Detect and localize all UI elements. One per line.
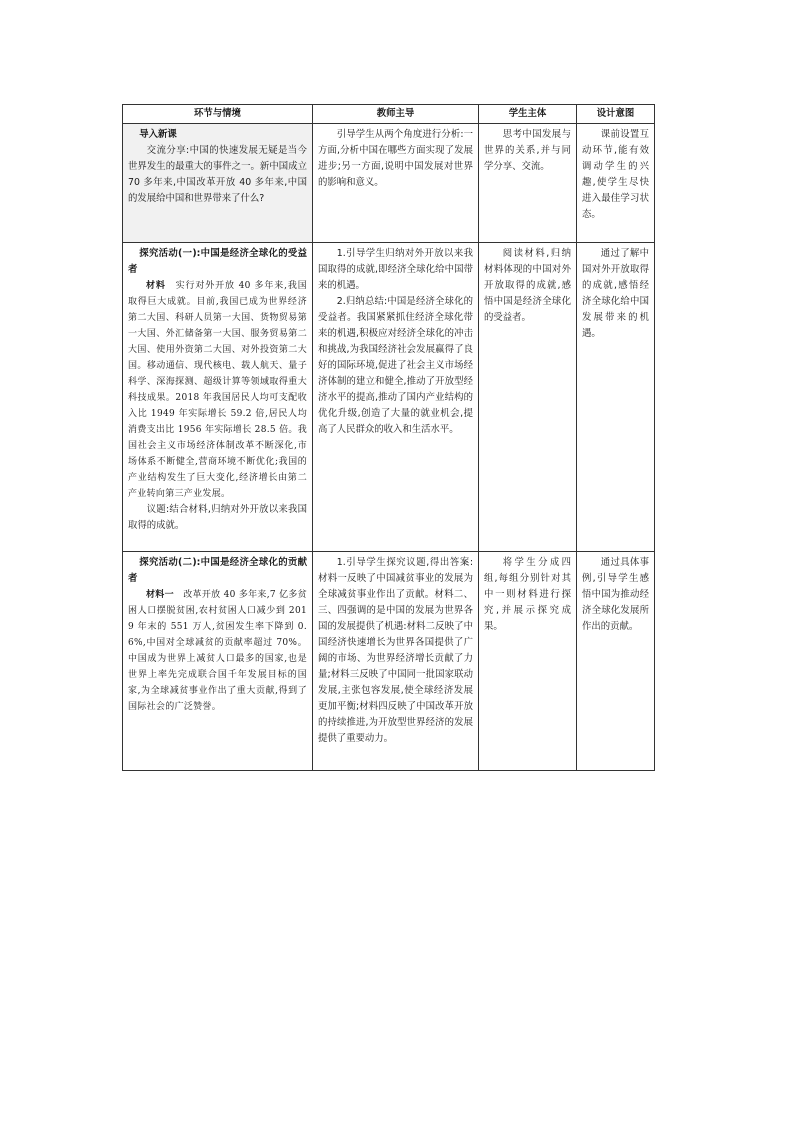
lesson-plan-table (122, 104, 655, 771)
cell-intent (577, 552, 655, 771)
table-row (123, 243, 655, 552)
material-text: 改革开放 40 多年来,7 亿多贫困人口摆脱贫困,农村贫困人口减少到 2019 年末的 551 万人,贫困发生率下降到 0.6%,中国对全球减贫的贡献率超过 70%。中国成为世界上减贫人口最多的国家,也是世界上率先完成联合国千年发展目标的国家,为全球减贫事业作出了重大贡献,得到了国际社会的广泛赞誉。 (128, 590, 307, 712)
cell-paragraph: 1.引导学生归纳对外开放以来我国取得的成就,即经济全球化给中国带来的机遇。 (318, 248, 473, 291)
cell-student (479, 243, 577, 552)
cell-teacher (313, 552, 479, 771)
cell-intent (577, 243, 655, 552)
cell-intent (577, 124, 655, 243)
cell-teacher (313, 243, 479, 552)
section-title: 探究活动(一):中国是经济全球化的受益者 (128, 248, 307, 275)
header-student: 学生主体 (479, 105, 577, 124)
cell-paragraph: 思考中国发展与世界的关系,并与同学分享、交流。 (484, 129, 571, 172)
table-row (123, 124, 655, 243)
cell-paragraph: 1.引导学生探究议题,得出答案:材料一反映了中国减贫事业的发展为全球减贫事业作出了贡献。材料二、三、四强调的是中国的发展为世界各国的发展提供了机遇:材料二反映了中国经济快速增长为世界各国提供了广阔的市场、为世界经济增长贡献了力量;材料三反映了中国同一批国家联动发展,主张包容发展,使全球经济发展更加平衡;材料四反映了中国改革开放的持续推进,为开放型世界经济的发展提供了重要动力。 (318, 557, 473, 744)
cell-student (479, 124, 577, 243)
cell-paragraph: 通过了解中国对外开放取得的成就,感悟经济全球化给中国发展带来的机遇。 (582, 248, 649, 339)
cell-paragraph: 2.归纳总结:中国是经济全球化的受益者。我国紧紧抓住经济全球化带来的机遇,积极应对经济全球化的冲击和挑战,为我国经济社会发展赢得了良好的国际环境,促进了社会主义市场经济体制的建立和健全,推动了开放型经济水平的提高,推动了国内产业结构的优化升级,创造了大量的就业机会,提高了人民群众的收入和生活水平。 (318, 296, 473, 435)
section-title: 导入新课 (139, 129, 177, 140)
table-row (123, 552, 655, 771)
cell-scene (123, 124, 313, 243)
material-text: 实行对外开放 40 多年来,我国取得巨大成就。目前,我国已成为世界经济第二大国、科研人员第一大国、货物贸易第一大国、外汇储备第一大国、服务贸易第二大国、使用外资第二大国、对外投资第二大国。移动通信、现代核电、载人航天、量子科学、深海探测、超级计算等领域取得重大科技成果。2018 年我国居民人均可支配收入比 1949 年实际增长 59.2 倍,居民人均消费支出比 1956 年实际增长 28.5 倍。我国社会主义市场经济体制改革不断深化,市场体系不断健全,营商环境不断优化;我国的产业结构发生了巨大变化,经济增长由第二产业转向第三产业发展。 (128, 281, 307, 499)
cell-student (479, 552, 577, 771)
cell-paragraph: 课前设置互动环节,能有效调动学生的兴趣,使学生尽快进入最佳学习状态。 (582, 129, 649, 220)
material-label: 材料一 (146, 590, 174, 600)
section-title: 探究活动(二):中国是经济全球化的贡献者 (128, 557, 307, 584)
cell-paragraph: 通过具体事例,引导学生感悟中国为推动经济全球化发展所作出的贡献。 (582, 557, 649, 632)
cell-scene (123, 243, 313, 552)
header-teacher: 教师主导 (313, 105, 479, 124)
material-paragraph (128, 278, 307, 502)
table-header-row (123, 105, 655, 124)
header-intent: 设计意图 (577, 105, 655, 124)
material-label: 材料 (146, 281, 166, 291)
cell-teacher (313, 124, 479, 243)
cell-scene (123, 552, 313, 771)
cell-paragraph: 引导学生从两个角度进行分析:一方面,分析中国在哪些方面实现了发展进步;另一方面,说明中国发展对世界的影响和意义。 (318, 129, 473, 188)
cell-paragraph: 阅读材料,归纳材料体现的中国对外开放取得的成就,感悟中国是经济全球化的受益者。 (484, 248, 571, 323)
cell-paragraph: 交流分享:中国的快速发展无疑是当今世界发生的最重大的事件之一。新中国成立 70 多年来,中国改革开放 40 多年来,中国的发展给中国和世界带来了什么? (128, 145, 307, 204)
question-paragraph: 议题:结合材料,归纳对外开放以来我国取得的成就。 (128, 504, 307, 531)
material-paragraph (128, 587, 307, 715)
header-scene: 环节与情境 (123, 105, 313, 124)
cell-paragraph: 将学生分成四组,每组分别针对其中一则材料进行探究,并展示探究成果。 (484, 557, 571, 632)
